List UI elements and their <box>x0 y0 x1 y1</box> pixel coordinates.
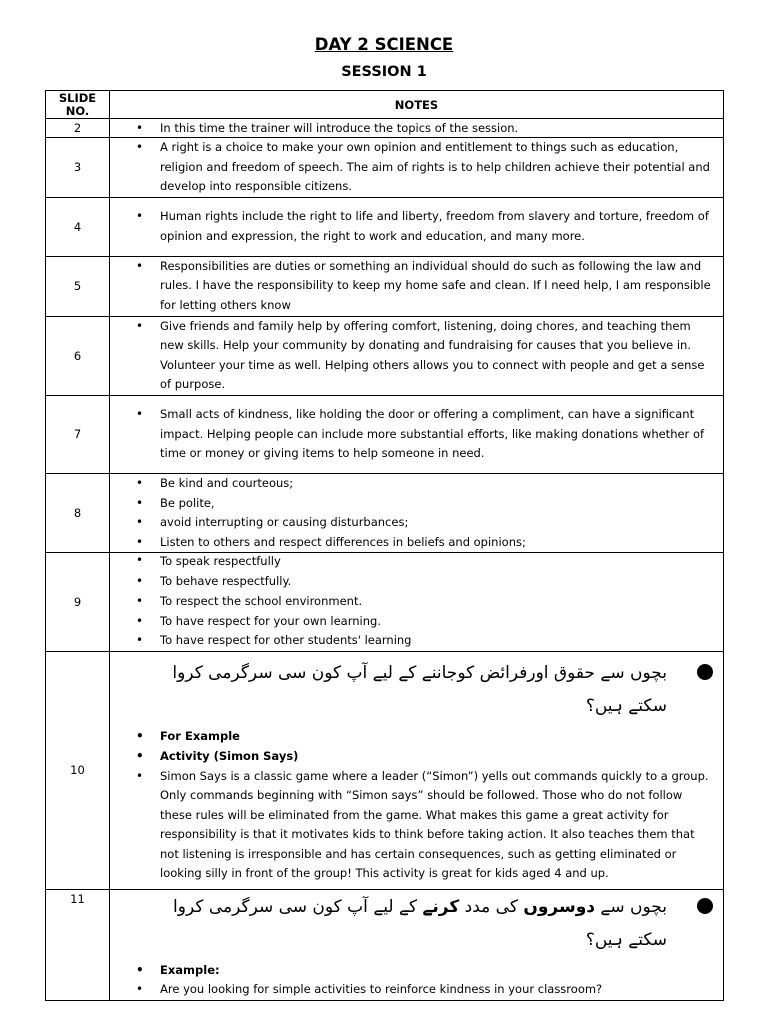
column-header-notes: NOTES <box>110 91 724 119</box>
example-label: • Example: <box>110 961 723 981</box>
table-row <box>46 119 724 138</box>
slide-number: 4 <box>46 197 110 256</box>
bullet-item: • Human rights include the right to life and liberty, freedom from slavery and torture, freedom of opinion and expression, the right to work and education, and many more. <box>110 207 723 246</box>
notes-cell <box>110 651 724 889</box>
bullet-item: • To have respect for other students' learning <box>110 631 723 651</box>
urdu-bold-word: کرنے <box>422 896 460 917</box>
page-title: DAY 2 SCIENCE <box>314 35 454 54</box>
table-row <box>46 473 724 552</box>
table-row <box>46 256 724 316</box>
bullet-item: • Give friends and family help by offering comfort, listening, doing chores, and teaching them new skills. Help your community by donating and fundraising for causes that you believe in. Volunteer your time as well. Helping others allows you to connect with people and get a sense of purpose. <box>110 317 723 395</box>
bullet-dot-icon <box>697 664 713 680</box>
notes-cell <box>110 197 724 256</box>
bullet-item: • To behave respectfully. <box>110 572 723 592</box>
bullet-item: • To have respect for your own learning. <box>110 612 723 632</box>
slide-number: 6 <box>46 316 110 395</box>
urdu-text-part: کے لیے آپ کون سی سرگرمی کروا سکتے ہیں؟ <box>173 896 667 950</box>
slide-number: 11 <box>46 889 110 1000</box>
bullet-item: • Be polite, <box>110 494 723 514</box>
example-label: • For Example <box>110 727 723 747</box>
bullet-item: • A right is a choice to make your own opinion and entitlement to things such as education, religion and freedom of speech. The aim of rights is to help children achieve their potential and develop into responsible citizens. <box>110 138 723 197</box>
notes-cell <box>110 316 724 395</box>
notes-cell <box>110 138 724 198</box>
slide-number: 2 <box>46 119 110 138</box>
slide-number: 8 <box>46 473 110 552</box>
bullet-item: • To respect the school environment. <box>110 592 723 612</box>
notes-cell <box>110 119 724 138</box>
bullet-item: • Be kind and courteous; <box>110 474 723 494</box>
bullet-item: • avoid interrupting or causing disturbances; <box>110 513 723 533</box>
table-row <box>46 138 724 198</box>
notes-table <box>45 90 724 1001</box>
activity-label: • Activity (Simon Says) <box>110 747 723 767</box>
notes-cell <box>110 395 724 473</box>
table-row <box>46 553 724 651</box>
urdu-text-part: بچوں سے <box>595 896 667 917</box>
session-heading: SESSION 1 <box>341 64 427 80</box>
table-row <box>46 197 724 256</box>
bullet-item: • In this time the trainer will introduce the topics of the session. <box>110 120 723 137</box>
column-header-slide-no: SLIDE NO. <box>46 91 110 119</box>
bullet-item: • Responsibilities are duties or something an individual should do such as following the law and rules. I have the responsibility to keep my home safe and clean. If I need help, I am responsible for letting others know <box>110 257 723 316</box>
urdu-bold-word: دوسروں <box>523 896 596 917</box>
notes-cell <box>110 256 724 316</box>
table-row <box>46 316 724 395</box>
urdu-text-part: کی مدد <box>459 896 524 917</box>
slide-number: 9 <box>46 553 110 651</box>
urdu-question-text: بچوں سے حقوق اورفرائض کوجاننے کے لیے آپ کون سی سرگرمی کروا سکتے ہیں؟ <box>172 663 667 717</box>
bullet-dot-icon <box>697 898 713 914</box>
bullet-item: • Small acts of kindness, like holding the door or offering a compliment, can have a significant impact. Helping people can include more substantial efforts, like making donations whether of time or money or giving items to help someone in need. <box>110 405 723 464</box>
urdu-question <box>110 890 723 961</box>
table-header-row <box>46 91 724 119</box>
slide-number: 7 <box>46 395 110 473</box>
bullet-item: • Listen to others and respect differences in beliefs and opinions; <box>110 533 723 553</box>
bullet-item: • Are you looking for simple activities to reinforce kindness in your classroom? <box>110 980 723 1000</box>
notes-cell <box>110 553 724 651</box>
slide-number: 5 <box>46 256 110 316</box>
urdu-question <box>110 656 723 727</box>
slide-number: 3 <box>46 138 110 198</box>
activity-description: • Simon Says is a classic game where a leader (“Simon”) yells out commands quickly to a group. Only commands beginning with “Simon says” should be followed. Those who do not follow these rules will be eliminated from the game. What makes this game a great activity for responsibility is that it motivates kids to think before taking action. It also teaches them that not listening is irresponsible and has certain consequences, such as getting eliminated or looking silly in front of the group! This activity is great for kids aged 4 and up. <box>110 767 723 885</box>
notes-cell <box>110 473 724 552</box>
table-row <box>46 651 724 889</box>
table-row <box>46 395 724 473</box>
notes-cell <box>110 889 724 1000</box>
table-row <box>46 889 724 1000</box>
bullet-item: • To speak respectfully <box>110 553 723 572</box>
slide-number: 10 <box>46 651 110 889</box>
